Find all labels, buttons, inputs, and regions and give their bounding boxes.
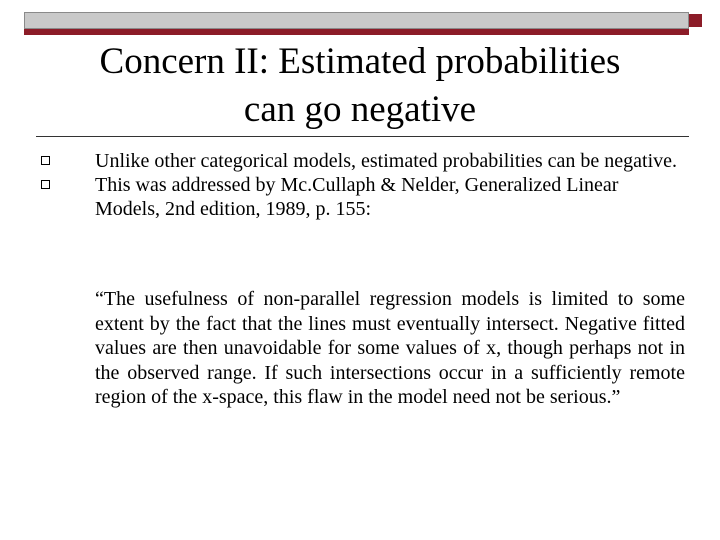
header-accent-bar [24, 29, 689, 35]
square-bullet-icon [41, 180, 50, 189]
bullet-item [0, 173, 685, 221]
header-gray-bar [24, 12, 689, 29]
quotation: “The usefulness of non-parallel regression models is limited to some extent by the fact that the lines must eventually intersect. Negative fitted values are then unavoidable for some values of x, though perhaps not in the observed range. If such intersections occur in a sufficiently remote region of the x-space, this flaw in the model need not be serious.” [95, 288, 685, 408]
title-divider [36, 136, 689, 137]
slide-title-line-2: can go negative [243, 89, 477, 130]
bullet-list [0, 149, 720, 221]
bullet-text: This was addressed by Mc.Cullaph & Nelder, Generalized Linear Models, 2nd edition, 1989, p. 155: [95, 174, 619, 220]
slide-title-line-1: Concern II: Estimated probabilities [99, 41, 621, 82]
bullet-text: Unlike other categorical models, estimated probabilities can be negative. [95, 150, 678, 172]
header-corner-square [689, 14, 702, 27]
bullet-item [0, 149, 685, 173]
slide-title [40, 38, 680, 134]
square-bullet-icon [41, 156, 50, 165]
